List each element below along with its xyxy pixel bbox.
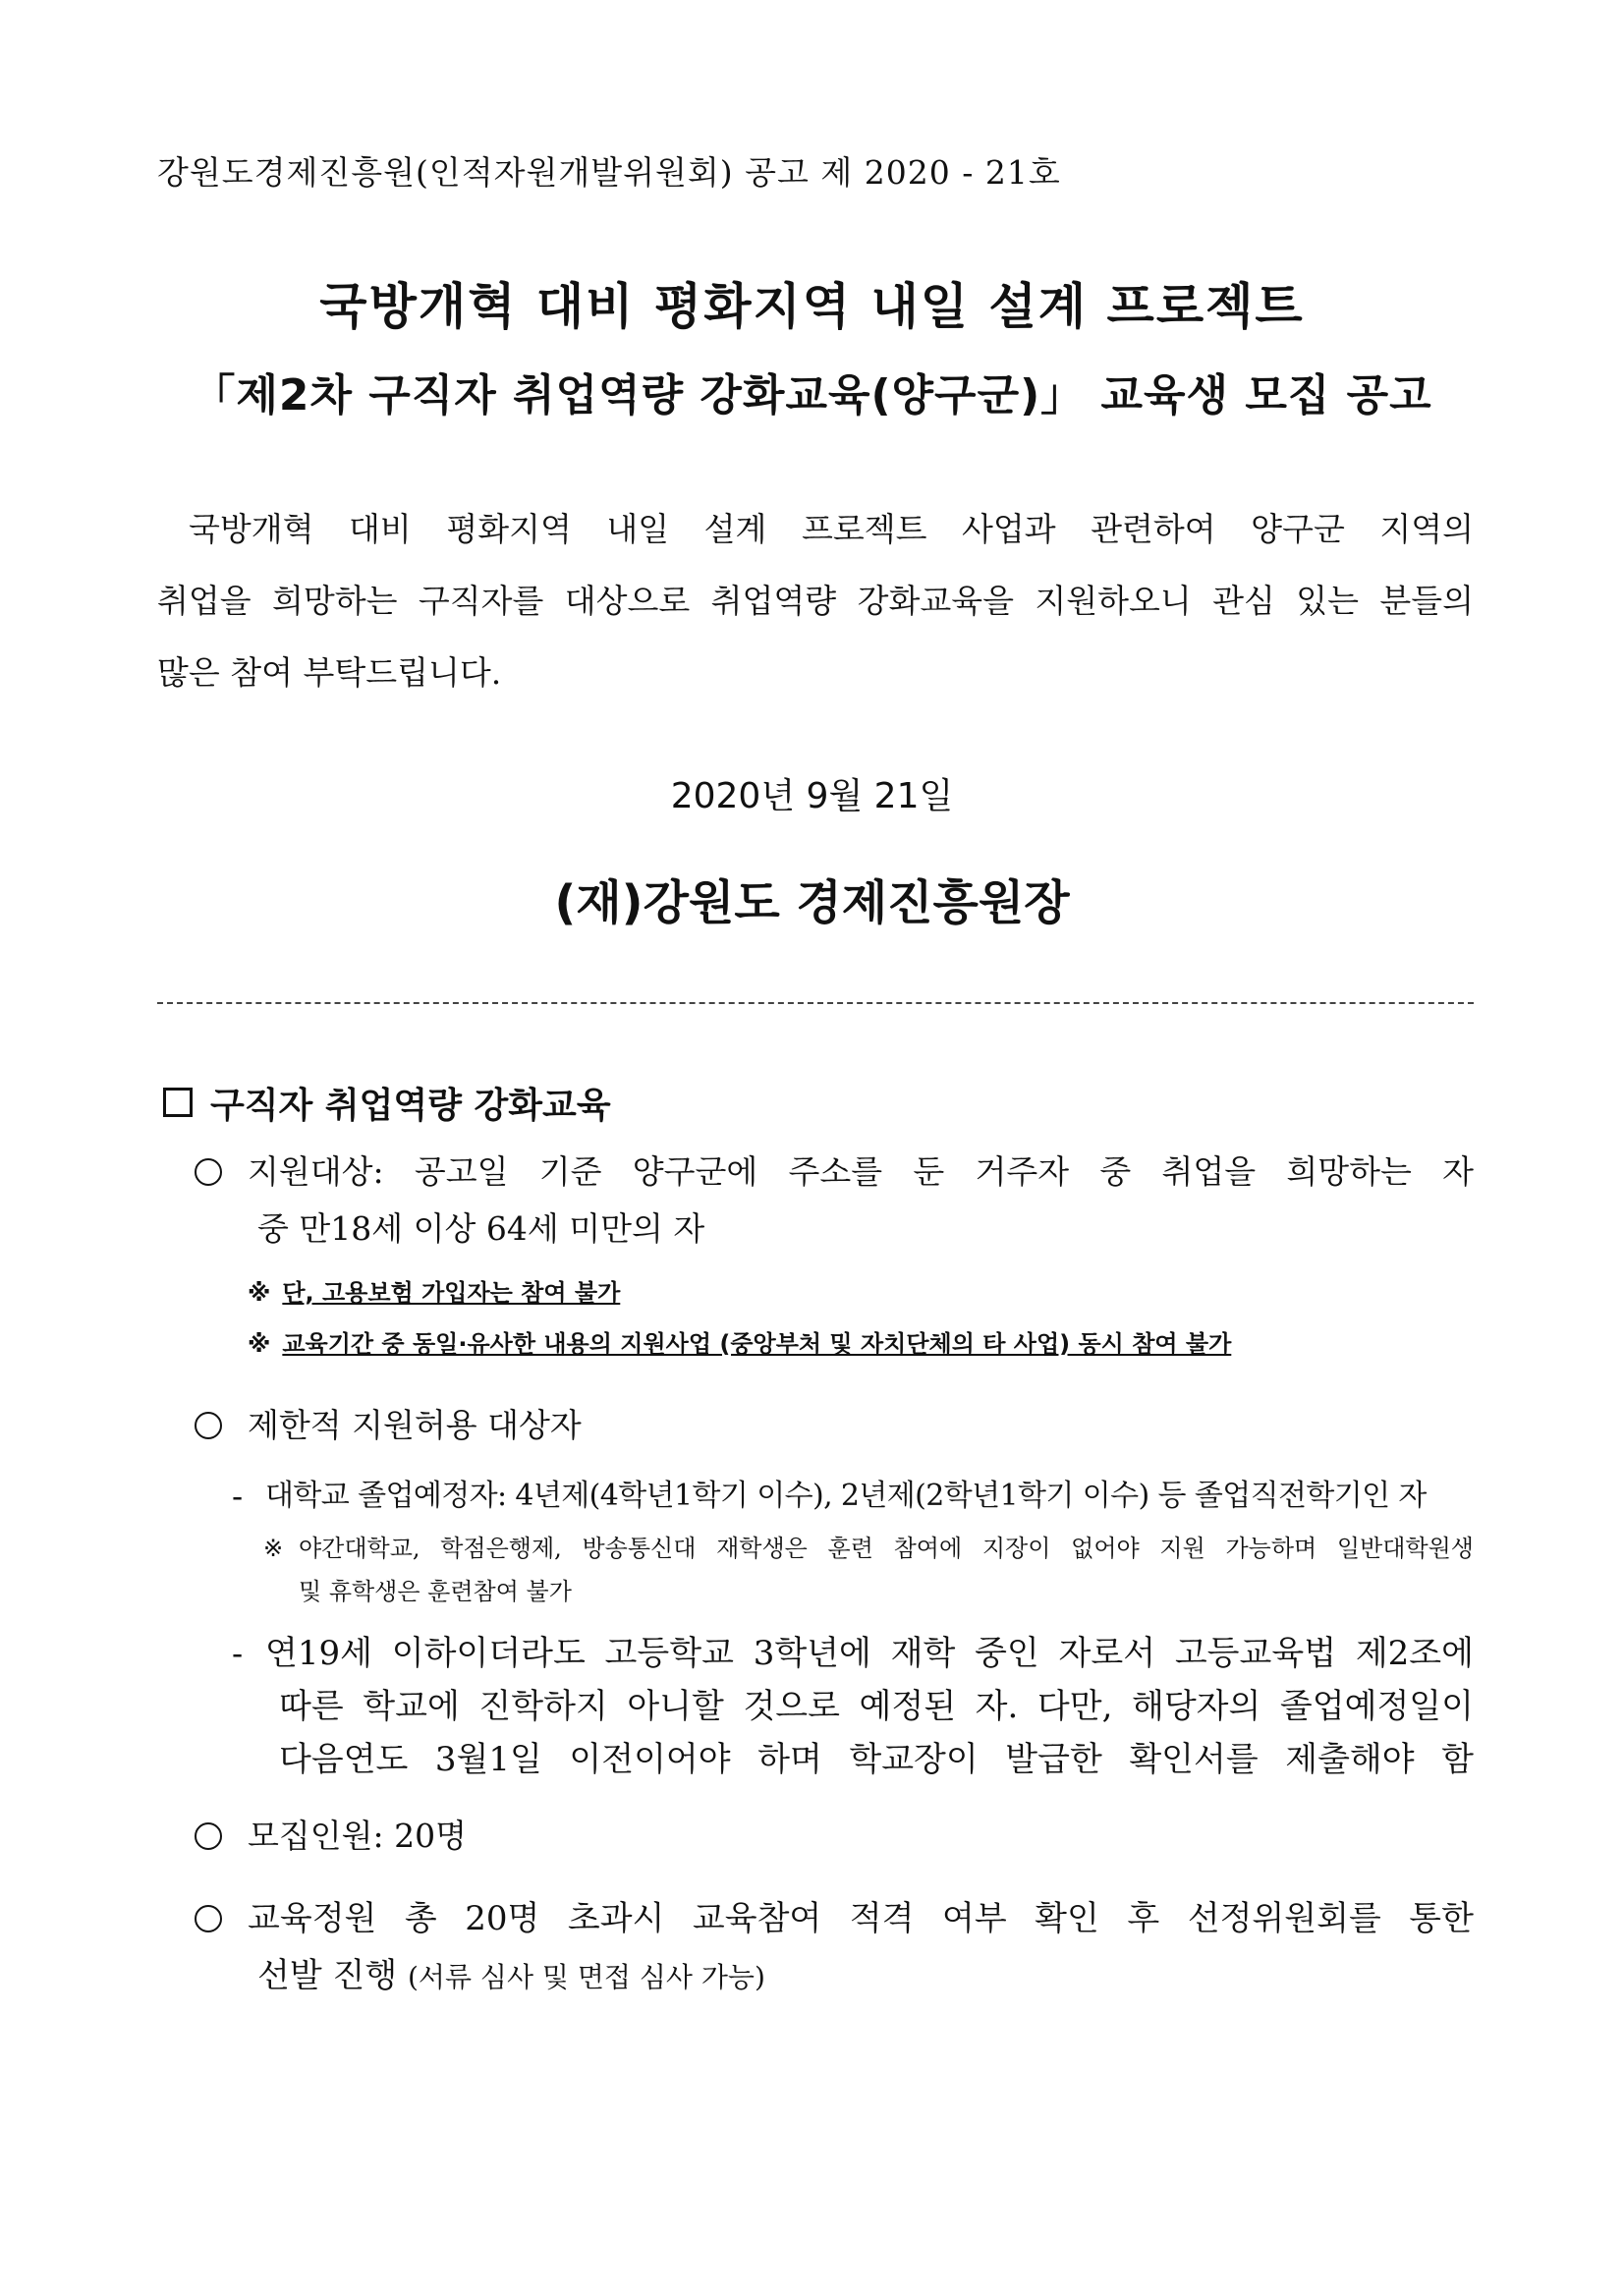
graduate-candidate-item: [157, 1470, 1474, 1523]
intro-line-2: 취업을 희망하는 구직자를 대상으로 취업역량 강화교육을 지원하오니 관심 있는 분들의: [157, 582, 1474, 620]
section-heading: [157, 1073, 1474, 1132]
insurance-note-text: 단, 고용보험 가입자는 참여 불가: [282, 1279, 621, 1307]
high-school-line-2: 따른 학교에 진학하지 아니할 것으로 예정된 자. 다만, 해당자의 졸업예정일이: [279, 1687, 1474, 1726]
high-school-line-3: 다음연도 3월1일 이전이어야 하며 학교장이 발급한 확인서를 제출해야 함: [279, 1740, 1474, 1779]
support-target-item: [157, 1144, 1474, 1258]
circle-bullet-icon: [195, 1412, 222, 1439]
night-school-note: [263, 1527, 1474, 1613]
support-target-line-1: 지원대상: 공고일 기준 양구군에 주소를 둔 거주자 중 취업을 희망하는 자: [248, 1152, 1474, 1191]
intro-paragraph: [157, 493, 1474, 708]
intro-line-3: 많은 참여 부탁드립니다.: [157, 653, 502, 692]
selection-item: [157, 1890, 1474, 2006]
section-heading-text: 구직자 취업역량 강화교육: [210, 1085, 611, 1126]
square-bullet-icon: [163, 1088, 193, 1117]
selection-line-1: 교육정원 총 20명 초과시 교육참여 적격 여부 확인 후 선정위원회를 통한: [248, 1899, 1474, 1938]
reference-mark-icon: ※: [248, 1330, 271, 1358]
recruit-count-item: [157, 1808, 1474, 1865]
reference-mark-icon: ※: [263, 1535, 284, 1562]
title-line-1: 국방개혁 대비 평화지역 내일 설계 프로젝트: [319, 278, 1305, 335]
high-school-line-1: 연19세 이하이더라도 고등학교 3학년에 재학 중인 자로서 고등교육법 제2조에: [265, 1634, 1474, 1673]
selection-line-2: [248, 1947, 1474, 2006]
circle-bullet-icon: [195, 1822, 222, 1850]
high-school-item: [157, 1627, 1474, 1786]
limited-support-item: [157, 1397, 1474, 1454]
night-school-note-line-2: 및 휴학생은 훈련참여 불가: [299, 1578, 572, 1605]
duplicate-program-note-text: 교육기간 중 동일·유사한 내용의 지원사업 (중앙부처 및 자치단체의 타 사업) 동시 참여 불가: [282, 1330, 1232, 1358]
recruit-count-text: 모집인원: 20명: [248, 1817, 467, 1855]
title-line-2: 「제2차 구직자 취업역량 강화교육(양구군)」 교육생 모집 공고: [192, 370, 1432, 420]
night-school-note-line-1: 야간대학교, 학점은행제, 방송통신대 재학생은 훈련 참여에 지장이 없어야 지원 가능하며 일반대학원생: [299, 1535, 1474, 1562]
selection-line-2-main: 선발 진행: [257, 1956, 398, 1995]
program-section: [157, 1073, 1474, 2006]
insurance-note: [248, 1269, 1474, 1316]
graduate-candidate-text: 대학교 졸업예정자: 4년제(4학년1학기 이수), 2년제(2학년1학기 이수) 등 졸업직전학기인 자: [265, 1479, 1427, 1513]
selection-line-2-sub: (서류 심사 및 면접 심사 가능): [408, 1961, 765, 1993]
issuer: (재)강원도 경제진흥원장: [554, 875, 1070, 930]
notice-number: 강원도경제진흥원(인적자원개발위원회) 공고 제 2020 - 21호: [157, 153, 1061, 192]
dashed-divider: [157, 1002, 1474, 1004]
notice-date: 2020년 9월 21일: [670, 776, 954, 816]
dash-bullet: -: [232, 1477, 244, 1515]
dash-bullet: -: [232, 1634, 244, 1672]
reference-mark-icon: ※: [248, 1279, 271, 1307]
limited-support-heading: 제한적 지원허용 대상자: [248, 1406, 582, 1444]
intro-line-1: 국방개혁 대비 평화지역 내일 설계 프로젝트 사업과 관련하여 양구군 지역의: [189, 510, 1474, 548]
circle-bullet-icon: [195, 1158, 222, 1186]
duplicate-program-note: [248, 1320, 1474, 1368]
support-target-line-2: 중 만18세 이상 64세 미만의 자: [257, 1209, 705, 1248]
circle-bullet-icon: [195, 1905, 222, 1932]
